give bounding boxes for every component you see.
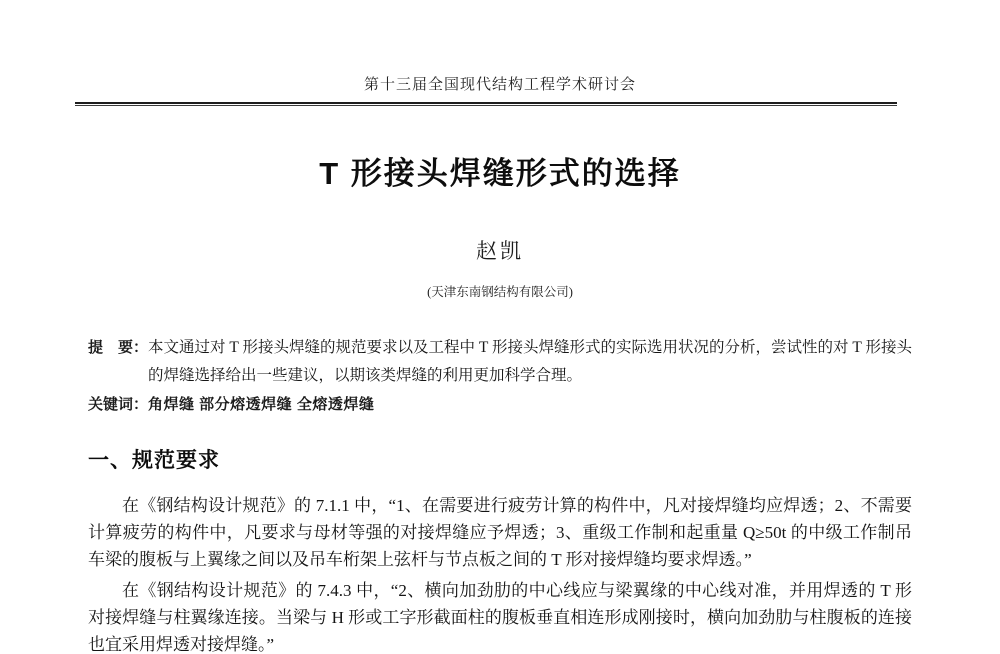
paper-title: T 形接头焊缝形式的选择: [319, 156, 681, 191]
author-name: 赵凯: [476, 239, 524, 263]
abstract-block: [88, 334, 912, 390]
keywords-block: [88, 392, 912, 418]
abstract-text: 本文通过对 T 形接头焊缝的规范要求以及工程中 T 形接头焊缝形式的实际选用状况的分析，尝试性的对 T 形接头的焊缝选择给出一些建议，以期该类焊缝的利用更加科学合理。: [148, 339, 912, 384]
header-rule: [75, 102, 897, 106]
page-content: [0, 154, 1000, 654]
keywords-label: 关键词：: [88, 396, 149, 413]
conference-header: 第十三届全国现代结构工程学术研讨会: [363, 77, 636, 93]
abstract-label: 提 要：: [88, 339, 149, 356]
body-paragraph: 在《钢结构设计规范》的 7.1.1 中，“1、在需要进行疲劳计算的构件中，凡对接焊缝均应焊透；2、不需要计算疲劳的构件中，凡要求与母材等强的对接焊缝应予焊透；3、重级工作制和起重量 Q≥50t 的中级工作制吊车梁的腹板与上翼缘之间以及吊车桁架上弦杆与节点板之间的 T 形对接焊缝均要求焊透。”: [88, 496, 912, 569]
section-heading: 一、规范要求: [88, 449, 220, 472]
author-affiliation: (天津东南钢结构有限公司): [427, 285, 573, 299]
keywords-text: 角焊缝 部分熔透焊缝 全熔透焊缝: [148, 396, 375, 413]
body-paragraph: 在《钢结构设计规范》的 7.4.3 中，“2、横向加劲肋的中心线应与梁翼缘的中心线对准，并用焊透的 T 形对接焊缝与柱翼缘连接。当梁与 H 形或工字形截面柱的腹板垂直相连形成刚接时，横向加劲肋与柱腹板的连接也宜采用焊透对接焊缝。”: [88, 581, 912, 654]
